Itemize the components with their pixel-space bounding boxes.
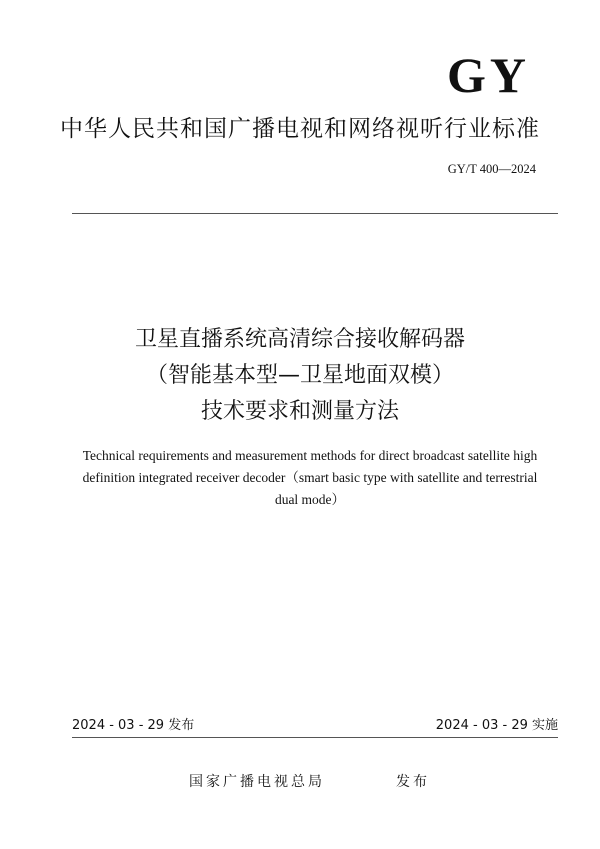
gy-logo: GY — [447, 47, 530, 103]
title-cn-line-1: 卫星直播系统高清综合接收解码器 — [134, 327, 465, 352]
standard-code: GY/T 400—2024 — [447, 162, 536, 176]
document-title-chinese — [0, 322, 600, 430]
title-cn-line-2: （智能基本型—卫星地面双模） — [145, 363, 454, 388]
title-en-line-1: Technical requirements and measurement methods for direct broadcast satellite high — [82, 448, 538, 463]
bottom-divider — [72, 737, 558, 738]
effective-date: 2024 - 03 - 29 实施 — [435, 718, 558, 733]
top-divider — [72, 213, 558, 214]
title-en-line-3: dual mode） — [274, 492, 346, 507]
publish-date: 2024 - 03 - 29 发布 — [72, 718, 195, 733]
document-title-english — [60, 445, 560, 511]
title-cn-line-3: 技术要求和测量方法 — [200, 399, 399, 424]
industry-standard-title: 中华人民共和国广播电视和网络视听行业标准 — [60, 116, 540, 142]
title-en-line-2: definition integrated receiver decoder（smart basic type with satellite and terrestrial — [82, 470, 538, 485]
issue-label: 发布 — [396, 774, 430, 790]
issuing-authority: 国家广播电视总局 — [189, 774, 325, 790]
